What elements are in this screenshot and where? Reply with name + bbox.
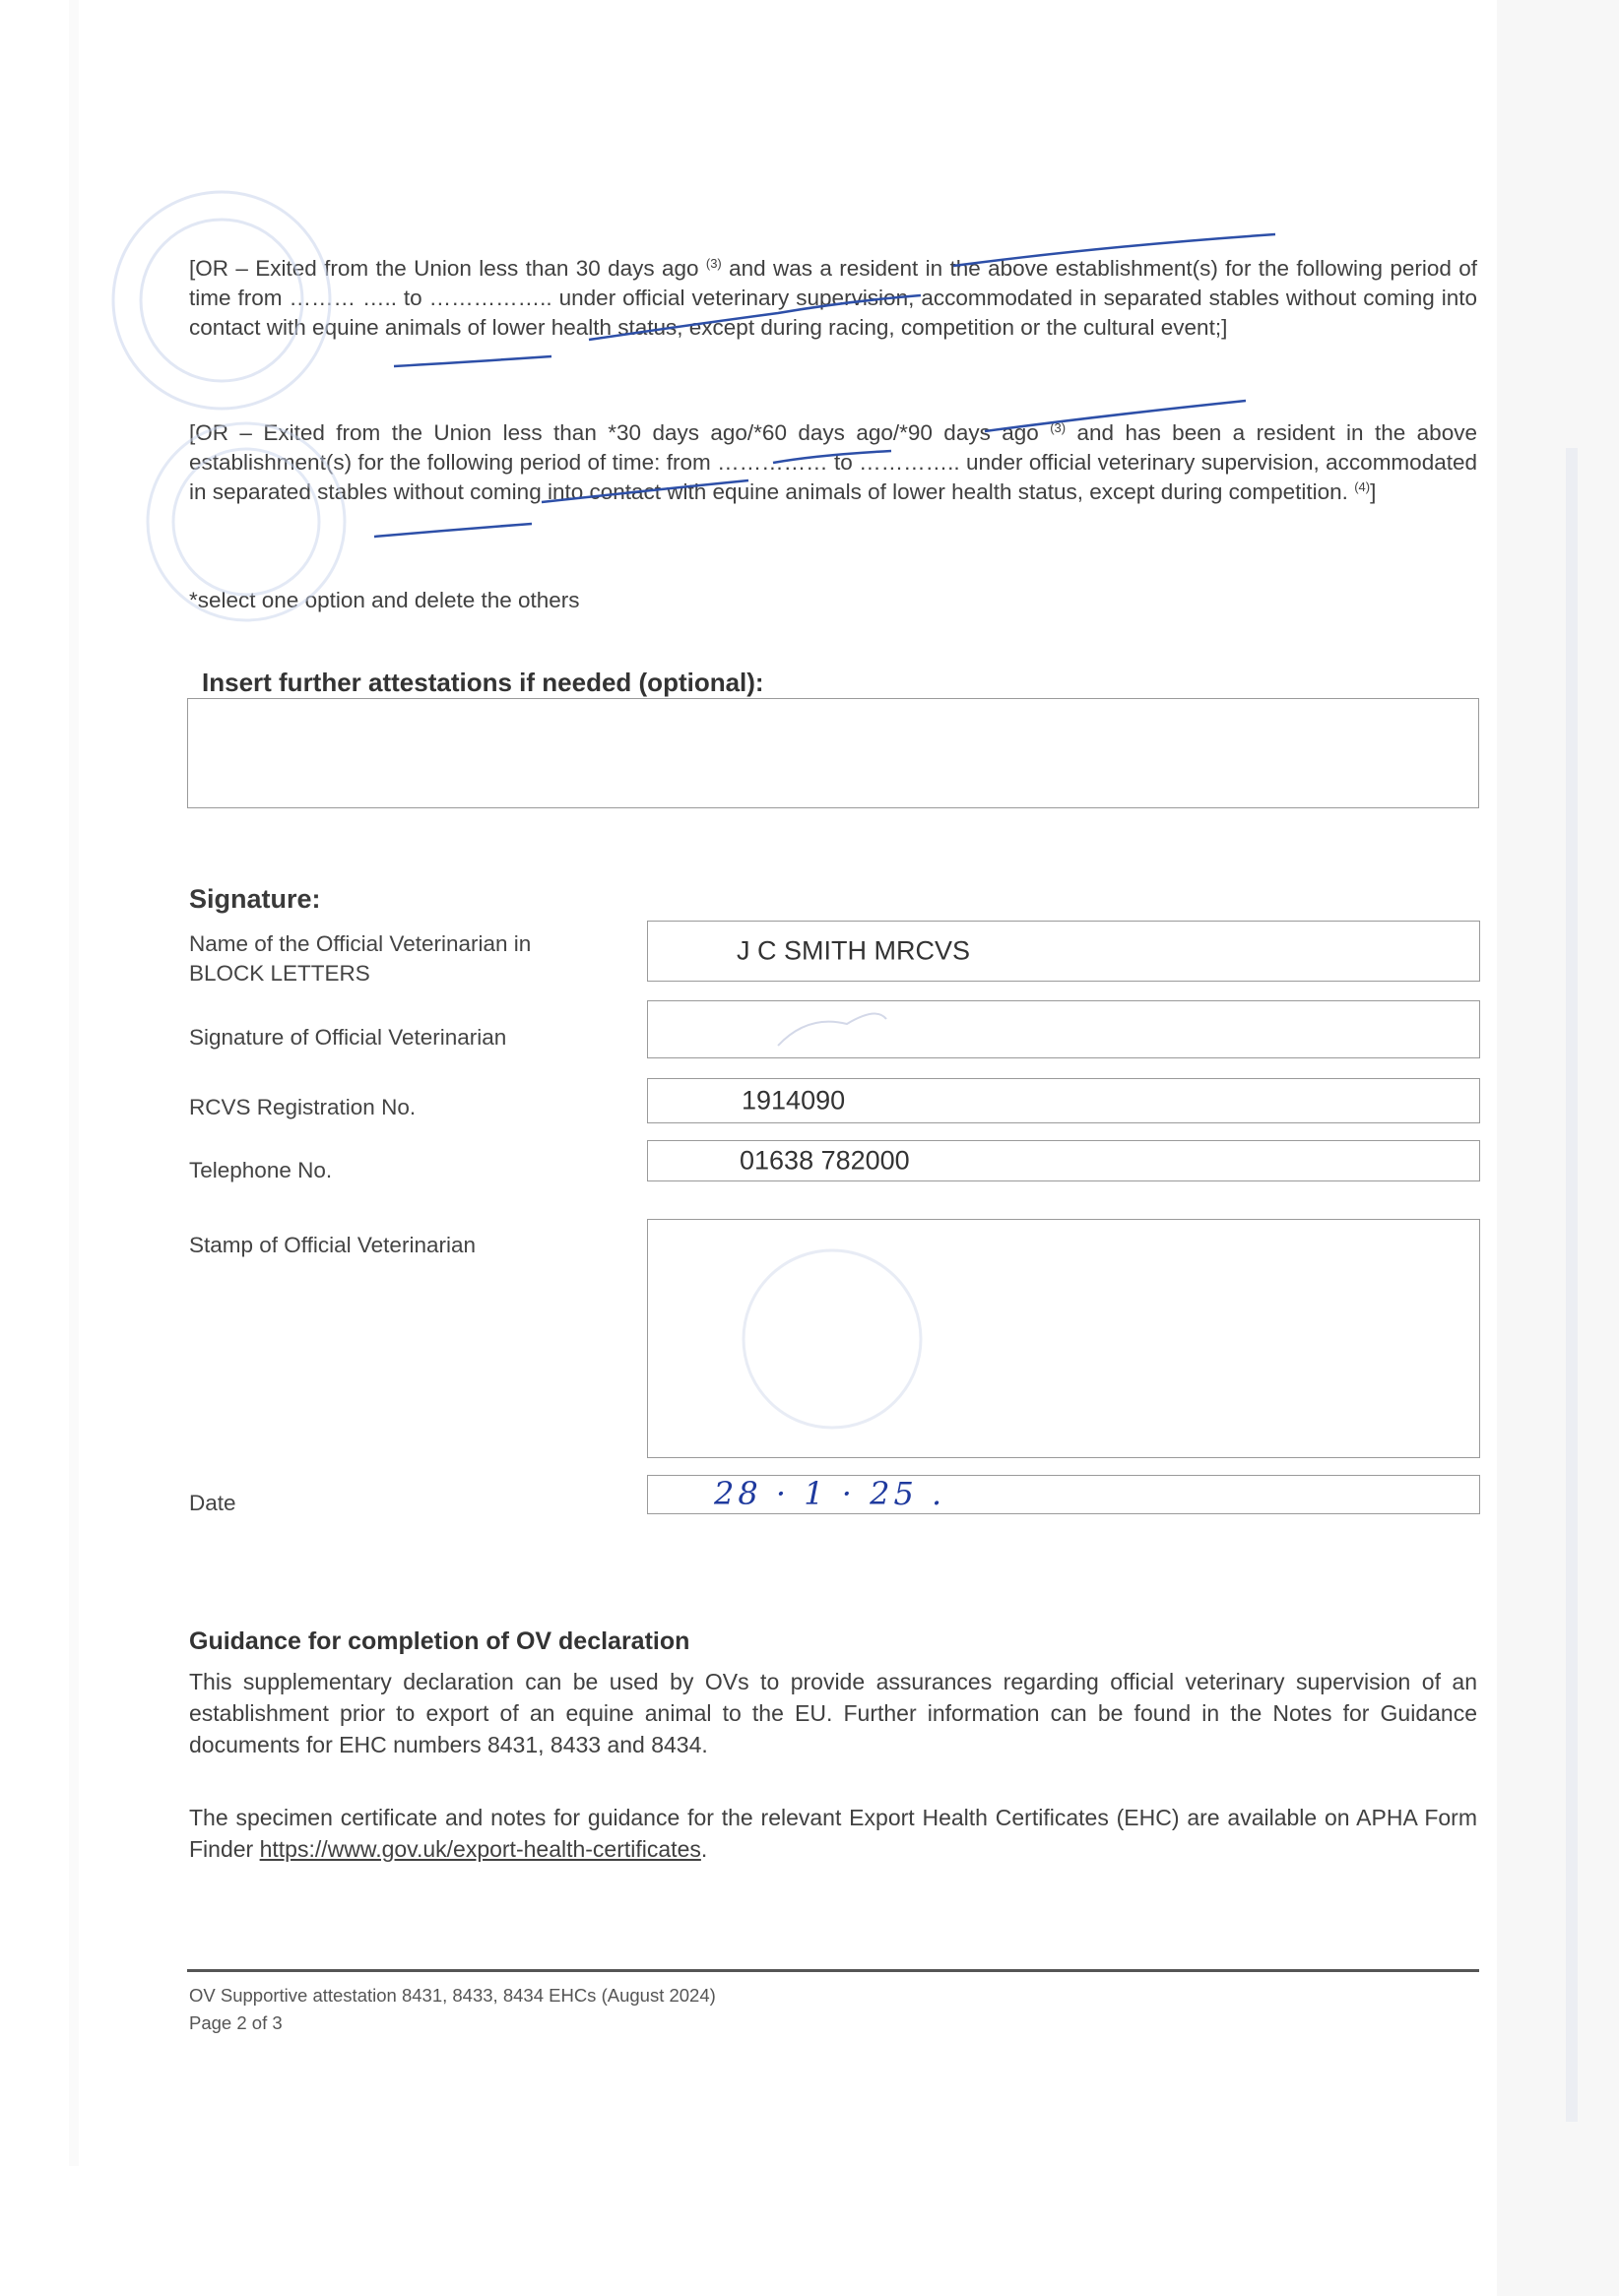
rcvs-label: RCVS Registration No. <box>189 1095 417 1119</box>
form-finder-link[interactable]: https://www.gov.uk/export-health-certificates <box>259 1836 701 1862</box>
footer-line-1: OV Supportive attestation 8431, 8433, 8434 EHCs (August 2024) <box>189 1985 716 2006</box>
name-value: J C SMITH MRCVS <box>737 935 971 966</box>
option-a-rest: and was a resident in the above establishment(s) for the following period of time from ……… ….. to …………….. under official veterinary supervision, accommodated in separated stables without coming into contact with equine animals of lower health status, except during racing, competition or the cultural event;] <box>189 256 1477 340</box>
attestations-input-box[interactable] <box>187 698 1479 808</box>
option-b-middle: and has been a resident in the above establishment(s) for the following period of time: from …………… to ………….. under official veterinary supervision, accommodated in separated stables without coming into contact with equine animals of lower health status, except during competition. <box>189 420 1477 504</box>
rcvs-field[interactable] <box>647 1078 1480 1123</box>
phone-field[interactable] <box>647 1140 1480 1181</box>
date-value-handwritten: 28 · 1 · 25 . <box>714 1475 946 1512</box>
stamp-label: Stamp of Official Veterinarian <box>189 1233 476 1257</box>
select-option-note: *select one option and delete the others <box>189 588 580 612</box>
name-label <box>189 929 531 989</box>
option-b-prefix: [OR – Exited from the Union less than *30 days ago/*60 days ago/*90 days ago <box>189 420 1039 445</box>
name-field[interactable] <box>647 921 1480 982</box>
phone-label: Telephone No. <box>189 1158 333 1182</box>
date-label: Date <box>189 1491 236 1515</box>
stamp-field[interactable] <box>647 1219 1480 1458</box>
signature-title: Signature: <box>189 884 321 914</box>
option-b-note-ref-2: (4) <box>1354 479 1371 494</box>
guidance-paragraph-2-end: . <box>700 1836 708 1862</box>
strike-line-option-b-4 <box>374 524 532 537</box>
option-b-paragraph <box>189 418 1477 507</box>
guidance-paragraph-1: This supplementary declaration can be used by OVs to provide assurances regarding official veterinary supervision of an establishment prior to export of an equine animal to the EU. Further information can be found in the Notes for Guidance documents for EHC numbers 8431, 8433 and 8434. <box>189 1669 1477 1757</box>
guidance-paragraph-2 <box>189 1802 1477 1865</box>
scan-edge-right <box>1497 0 1619 2296</box>
rcvs-value: 1914090 <box>742 1085 846 1116</box>
option-b-suffix: ] <box>1370 479 1377 504</box>
footer-rule <box>187 1969 1479 1972</box>
signature-field[interactable] <box>647 1000 1480 1058</box>
option-a-prefix: [OR – Exited from the Union less than 30 days ago <box>189 256 699 281</box>
name-label-line1: Name of the Official Veterinarian in <box>189 931 532 956</box>
option-a-paragraph <box>189 254 1477 343</box>
guidance-paragraph-2-text: The specimen certificate and notes for guidance for the relevant Export Health Certificates (EHC) are available on APHA Form Finder <box>189 1805 1477 1862</box>
name-label-line2: BLOCK LETTERS <box>189 961 370 986</box>
scan-edge-bar <box>1566 448 1578 2122</box>
option-b-note-ref: (3) <box>1050 420 1067 435</box>
phone-value: 01638 782000 <box>740 1145 910 1176</box>
strike-line-option-a-3 <box>394 356 551 366</box>
footer-line-2: Page 2 of 3 <box>189 2012 283 2033</box>
attestations-heading: Insert further attestations if needed (optional): <box>202 668 764 697</box>
signature-label: Signature of Official Veterinarian <box>189 1025 507 1050</box>
scan-edge-left <box>69 0 79 2166</box>
option-a-note-ref: (3) <box>705 256 722 271</box>
guidance-title: Guidance for completion of OV declaration <box>189 1627 690 1655</box>
